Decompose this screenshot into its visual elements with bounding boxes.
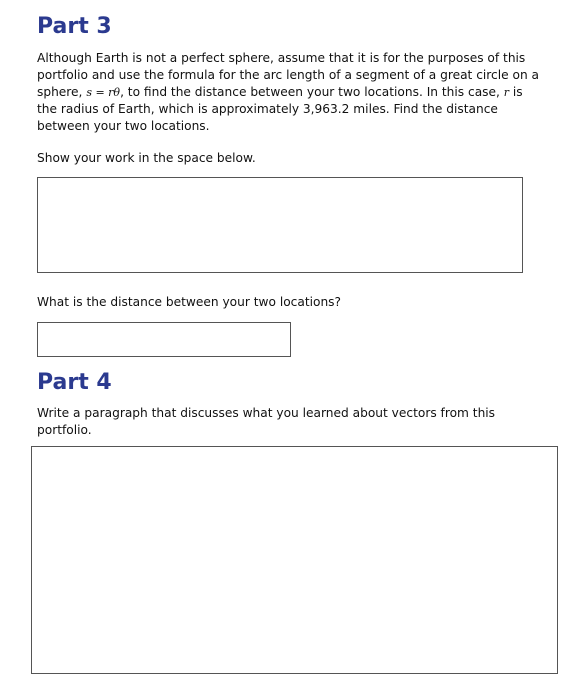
paragraph-answer-box[interactable] xyxy=(31,446,558,674)
instructions-text-3: is the radius of Earth, which is approximately 3,963.2 miles. Find the distance between your two locations. xyxy=(37,85,523,133)
distance-answer-box[interactable] xyxy=(37,322,291,357)
instructions-text-1: Although Earth is not a perfect sphere, assume that it is for the purposes of this portfolio and use the formula for the arc length of a segment of a great circle on a sphere, xyxy=(37,51,540,99)
show-work-prompt: Show your work in the space below. xyxy=(37,151,256,165)
arc-length-formula: s = rθ xyxy=(86,86,121,99)
work-answer-box[interactable] xyxy=(37,177,523,273)
part-3-instructions xyxy=(37,50,542,135)
part-4-prompt: Write a paragraph that discusses what you learned about vectors from this portfolio. xyxy=(37,406,496,437)
distance-question: What is the distance between your two locations? xyxy=(37,295,342,309)
part-4-heading: Part 4 xyxy=(37,370,112,395)
radius-variable: r xyxy=(503,86,510,99)
instructions-text-2: , to find the distance between your two locations. In this case, xyxy=(120,85,504,99)
part-3-heading: Part 3 xyxy=(37,14,112,39)
